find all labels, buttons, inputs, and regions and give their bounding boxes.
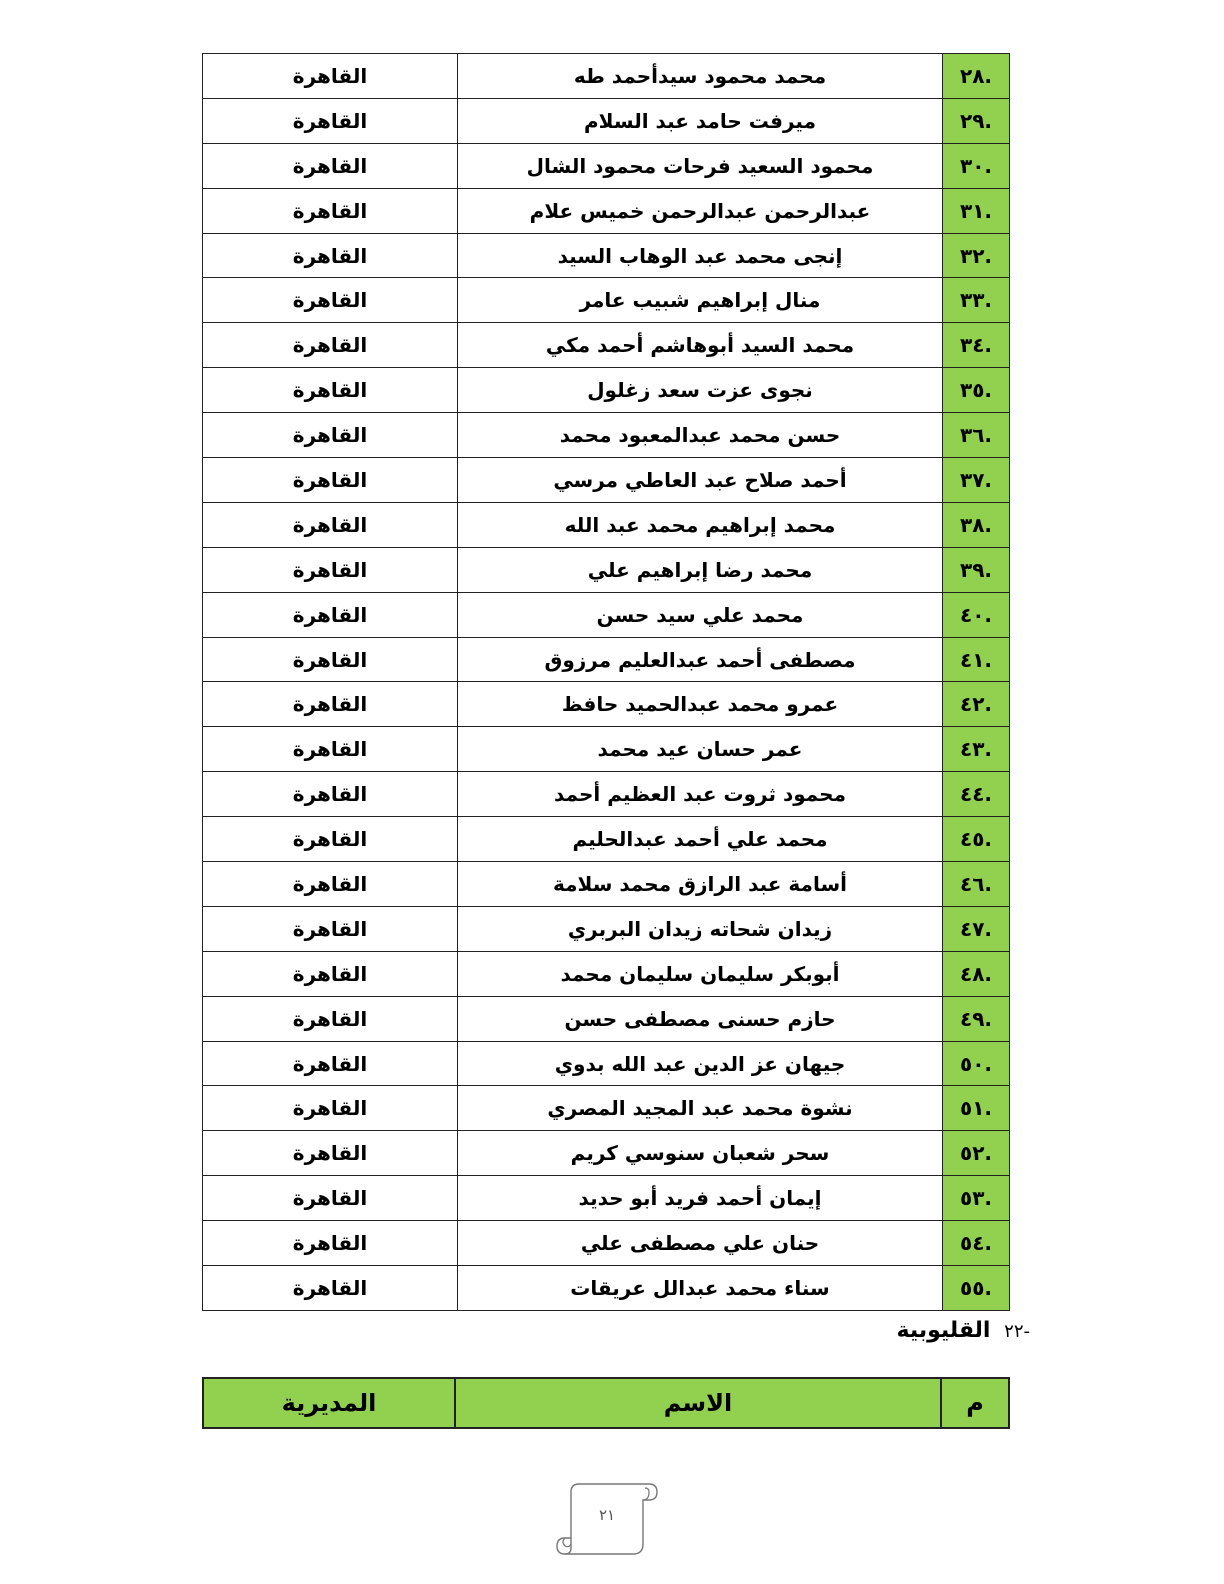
row-directorate: القاهرة — [203, 233, 458, 278]
row-name: أحمد صلاح عبد العاطي مرسي — [458, 458, 943, 503]
row-directorate: القاهرة — [203, 413, 458, 458]
row-number: .٥٥ — [943, 1266, 1010, 1311]
row-number: .٤٥ — [943, 817, 1010, 862]
table-row — [203, 233, 1010, 278]
header-name: الاسم — [455, 1378, 941, 1428]
row-directorate: القاهرة — [203, 906, 458, 951]
section-heading — [897, 1318, 1031, 1343]
table-row — [203, 637, 1010, 682]
row-name: عمرو محمد عبدالحميد حافظ — [458, 682, 943, 727]
row-directorate: القاهرة — [203, 772, 458, 817]
row-directorate: القاهرة — [203, 996, 458, 1041]
row-number: .٢٩ — [943, 98, 1010, 143]
row-directorate: القاهرة — [203, 862, 458, 907]
row-directorate: القاهرة — [203, 1221, 458, 1266]
names-table — [202, 53, 1010, 1311]
row-name: جيهان عز الدين عبد الله بدوي — [458, 1041, 943, 1086]
row-number: .٢٨ — [943, 54, 1010, 99]
governorate-header-table — [202, 1377, 1010, 1429]
table-row — [203, 143, 1010, 188]
row-name: منال إبراهيم شبيب عامر — [458, 278, 943, 323]
table-row — [203, 458, 1010, 503]
row-directorate: القاهرة — [203, 1176, 458, 1221]
row-name: محمد علي أحمد عبدالحليم — [458, 817, 943, 862]
header-directorate: المديرية — [203, 1378, 455, 1428]
row-name: محمد السيد أبوهاشم أحمد مكي — [458, 323, 943, 368]
row-name: زيدان شحاته زيدان البربري — [458, 906, 943, 951]
row-number: .٣٩ — [943, 547, 1010, 592]
table-row — [203, 817, 1010, 862]
row-directorate: القاهرة — [203, 727, 458, 772]
row-number: .٤٤ — [943, 772, 1010, 817]
row-directorate: القاهرة — [203, 951, 458, 996]
row-name: إنجى محمد عبد الوهاب السيد — [458, 233, 943, 278]
table-row — [203, 323, 1010, 368]
row-name: نجوى عزت سعد زغلول — [458, 368, 943, 413]
row-number: .٥٠ — [943, 1041, 1010, 1086]
table-row — [203, 951, 1010, 996]
table-row — [203, 98, 1010, 143]
row-number: .٤٣ — [943, 727, 1010, 772]
row-name: حنان علي مصطفى علي — [458, 1221, 943, 1266]
row-directorate: القاهرة — [203, 592, 458, 637]
row-directorate: القاهرة — [203, 278, 458, 323]
row-name: عبدالرحمن عبدالرحمن خميس علام — [458, 188, 943, 233]
row-number: .٥٣ — [943, 1176, 1010, 1221]
page-number-scroll — [553, 1478, 661, 1560]
section-number: -٢٢ — [1004, 1321, 1030, 1342]
table-row — [203, 188, 1010, 233]
row-directorate: القاهرة — [203, 54, 458, 99]
row-directorate: القاهرة — [203, 1086, 458, 1131]
names-table-body — [203, 54, 1010, 1311]
row-name: ميرفت حامد عبد السلام — [458, 98, 943, 143]
row-name: عمر حسان عيد محمد — [458, 727, 943, 772]
row-name: محمود السعيد فرحات محمود الشال — [458, 143, 943, 188]
row-number: .٤٢ — [943, 682, 1010, 727]
row-directorate: القاهرة — [203, 98, 458, 143]
table-row — [203, 996, 1010, 1041]
row-directorate: القاهرة — [203, 368, 458, 413]
row-directorate: القاهرة — [203, 458, 458, 503]
row-name: سحر شعبان سنوسي كريم — [458, 1131, 943, 1176]
row-name: نشوة محمد عبد المجيد المصري — [458, 1086, 943, 1131]
table-row — [203, 1266, 1010, 1311]
row-directorate: القاهرة — [203, 502, 458, 547]
row-directorate: القاهرة — [203, 323, 458, 368]
row-directorate: القاهرة — [203, 143, 458, 188]
table-row — [203, 862, 1010, 907]
table-row — [203, 54, 1010, 99]
row-number: .٣٨ — [943, 502, 1010, 547]
section-title: القليوبية — [896, 1318, 991, 1343]
row-number: .٤٦ — [943, 862, 1010, 907]
row-number: .٤٨ — [943, 951, 1010, 996]
row-name: محمد علي سيد حسن — [458, 592, 943, 637]
row-number: .٣٢ — [943, 233, 1010, 278]
row-name: محمد محمود سيدأحمد طه — [458, 54, 943, 99]
row-number: .٤٧ — [943, 906, 1010, 951]
row-number: .٣٧ — [943, 458, 1010, 503]
table-row — [203, 547, 1010, 592]
row-name: أبوبكر سليمان سليمان محمد — [458, 951, 943, 996]
table-row — [203, 772, 1010, 817]
row-directorate: القاهرة — [203, 547, 458, 592]
row-name: مصطفى أحمد عبدالعليم مرزوق — [458, 637, 943, 682]
table-row — [203, 1131, 1010, 1176]
row-number: .٤٠ — [943, 592, 1010, 637]
row-name: سناء محمد عبدالل عريقات — [458, 1266, 943, 1311]
table-row — [203, 502, 1010, 547]
row-directorate: القاهرة — [203, 1041, 458, 1086]
table-row — [203, 1086, 1010, 1131]
table-row — [203, 1041, 1010, 1086]
table-row — [203, 1176, 1010, 1221]
row-name: أسامة عبد الرازق محمد سلامة — [458, 862, 943, 907]
row-name: محمود ثروت عبد العظيم أحمد — [458, 772, 943, 817]
row-directorate: القاهرة — [203, 188, 458, 233]
header-num: م — [941, 1378, 1009, 1428]
row-name: حسن محمد عبدالمعبود محمد — [458, 413, 943, 458]
table-row — [203, 368, 1010, 413]
table-row — [203, 682, 1010, 727]
row-number: .٣٤ — [943, 323, 1010, 368]
table-row — [203, 727, 1010, 772]
row-name: حازم حسنى مصطفى حسن — [458, 996, 943, 1041]
row-number: .٣٥ — [943, 368, 1010, 413]
table-row — [203, 592, 1010, 637]
table-row — [203, 413, 1010, 458]
row-number: .٣١ — [943, 188, 1010, 233]
row-number: .٣٠ — [943, 143, 1010, 188]
header-row — [203, 1378, 1009, 1428]
row-number: .٣٣ — [943, 278, 1010, 323]
row-number: .٤١ — [943, 637, 1010, 682]
row-directorate: القاهرة — [203, 817, 458, 862]
table-row — [203, 906, 1010, 951]
table-row — [203, 1221, 1010, 1266]
row-name: إيمان أحمد فريد أبو حديد — [458, 1176, 943, 1221]
table-row — [203, 278, 1010, 323]
row-directorate: القاهرة — [203, 637, 458, 682]
row-number: .٥١ — [943, 1086, 1010, 1131]
row-number: .٥٢ — [943, 1131, 1010, 1176]
row-number: .٥٤ — [943, 1221, 1010, 1266]
page-number-text: ٢١ — [598, 1506, 616, 1524]
row-directorate: القاهرة — [203, 682, 458, 727]
row-directorate: القاهرة — [203, 1266, 458, 1311]
row-number: .٣٦ — [943, 413, 1010, 458]
row-name: محمد رضا إبراهيم علي — [458, 547, 943, 592]
row-directorate: القاهرة — [203, 1131, 458, 1176]
row-number: .٤٩ — [943, 996, 1010, 1041]
row-name: محمد إبراهيم محمد عبد الله — [458, 502, 943, 547]
